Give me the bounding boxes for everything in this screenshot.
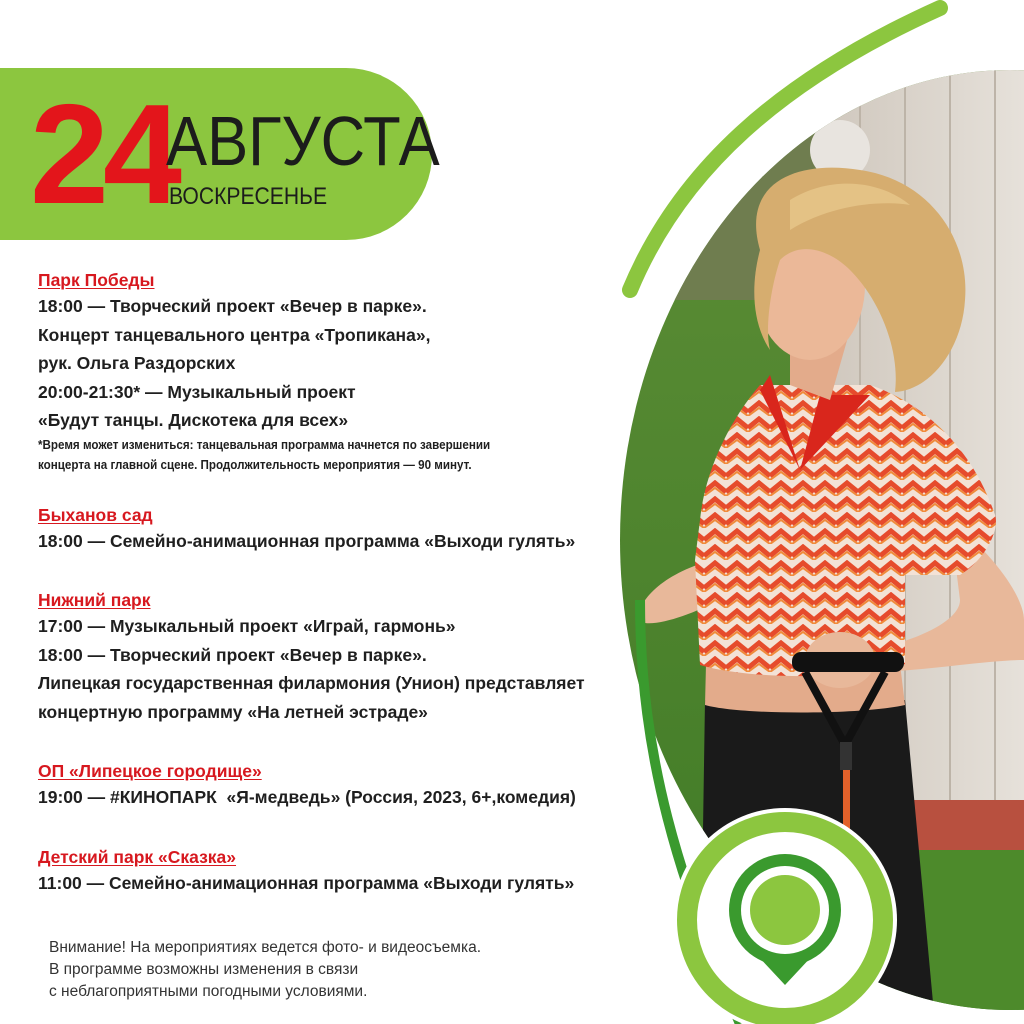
disclaimer	[49, 937, 609, 1003]
event-line: Липецкая государственная филармония (Унион) представляет	[38, 673, 585, 693]
venue-section	[38, 760, 658, 812]
event-line: 20:00-21:30* — Музыкальный проект	[38, 381, 356, 402]
date-month: АВГУСТА	[166, 102, 440, 180]
date-weekday: ВОСКРЕСЕНЬЕ	[169, 183, 328, 210]
disclaimer-line: Внимание! На мероприятиях ведется фото- и видеосъемка.	[49, 939, 482, 956]
event-line: рук. Ольга Раздорских	[38, 353, 236, 373]
map-pin-icon	[673, 808, 897, 1024]
event-schedule	[38, 269, 658, 897]
event-line: 18:00 — Семейно-анимационная программа «Выходи гулять»	[38, 530, 576, 551]
venue-section	[38, 269, 658, 475]
event-line: концертную программу «На летней эстраде»	[38, 701, 428, 722]
event-line: 18:00 — Творческий проект «Вечер в парке».	[38, 644, 427, 665]
event-line: 17:00 — Музыкальный проект «Играй, гармонь»	[38, 616, 456, 636]
venue-section	[38, 504, 658, 556]
venue-section	[38, 589, 658, 726]
date-day: 24	[30, 75, 176, 234]
event-note: *Время может измениться: танцевальная программа начнется по завершении	[38, 437, 491, 452]
event-line: «Будут танцы. Дискотека для всех»	[38, 410, 349, 430]
venue-title: Детский парк «Сказка»	[38, 846, 237, 867]
venue-title: Быханов сад	[38, 504, 153, 525]
event-line: 18:00 — Творческий проект «Вечер в парке».	[38, 296, 427, 316]
venue-title: Парк Победы	[38, 270, 155, 290]
venue-title: Нижний парк	[38, 590, 151, 610]
event-line: 11:00 — Семейно-анимационная программа «Выходи гулять»	[38, 872, 575, 893]
disclaimer-line: с неблагоприятными погодными условиями.	[49, 983, 368, 1000]
event-line: Концерт танцевального центра «Тропикана»,	[38, 324, 431, 345]
event-line: 19:00 — #КИНОПАРК «Я-медведь» (Россия, 2023, 6+,комедия)	[38, 787, 576, 807]
disclaimer-line: В программе возможны изменения в связи	[49, 961, 359, 978]
event-note: концерта на главной сцене. Продолжительность мероприятия — 90 минут.	[38, 457, 472, 472]
venue-title: ОП «Липецкое городище»	[38, 761, 262, 781]
venue-section	[38, 846, 658, 898]
